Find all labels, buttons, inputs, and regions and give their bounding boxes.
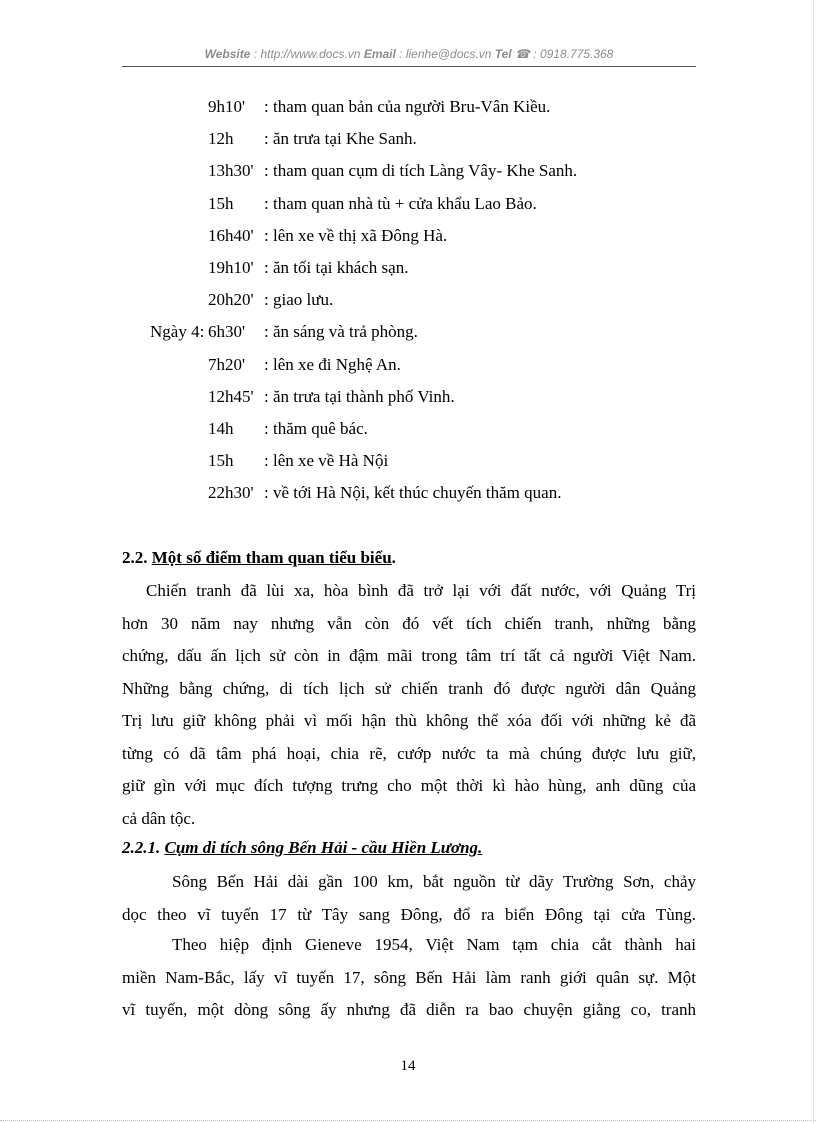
schedule-colon: : — [264, 322, 273, 342]
schedule-row — [150, 129, 417, 149]
page-right-border — [813, 0, 814, 1123]
schedule-activity: ăn trưa tại Khe Sanh. — [272, 129, 417, 149]
schedule-time: 14h — [208, 419, 234, 438]
schedule-time: 20h20' — [208, 290, 254, 310]
schedule-colon: : — [264, 419, 273, 438]
paragraph-line: dọc theo vĩ tuyến 17 từ Tây sang Đông, đổ ra biển Đông tại cửa Tùng. — [122, 904, 696, 924]
paragraph-line: cả dân tộc. — [122, 808, 196, 828]
paragraph-line: từng có dã tâm phá hoại, chia rẽ, cướp nước ta mà chúng được lưu giữ, — [122, 743, 696, 763]
schedule-activity: lên xe về Hà Nội — [272, 451, 389, 471]
schedule-row — [150, 97, 550, 117]
schedule-colon: : — [264, 129, 273, 149]
header-divider — [122, 66, 696, 67]
paragraph-line: Trị lưu giữ không phải vì mối hận thù không thể xóa đối với những kẻ đã — [122, 711, 696, 730]
schedule-time: 22h30' — [208, 483, 254, 503]
schedule-activity: tham quan cụm di tích Làng Vây- Khe Sanh. — [272, 161, 578, 181]
schedule-row — [150, 451, 388, 471]
section-number: 2.2. — [122, 548, 148, 567]
schedule-row — [150, 290, 333, 310]
schedule-time: 12h45' — [208, 386, 254, 406]
schedule-colon: : — [264, 193, 273, 213]
schedule-row — [150, 419, 368, 439]
schedule-time: 16h40' — [208, 225, 254, 245]
email-label: Email — [363, 47, 396, 61]
schedule-colon: : — [264, 386, 273, 406]
schedule-colon: : — [264, 451, 273, 471]
subsection-heading — [122, 838, 482, 858]
section-title: Một số điểm tham quan tiểu biểu — [151, 548, 392, 567]
schedule-row — [150, 226, 447, 246]
website-url: : http://www.docs.vn — [250, 47, 364, 61]
schedule-day: Ngày 4: — [150, 322, 205, 342]
schedule-colon: : — [264, 225, 273, 245]
paragraph-line: miền Nam-Bắc, lấy vĩ tuyến 17, sông Bến Hải làm ranh giới quân sự. Một — [122, 967, 696, 987]
paragraph-line: Chiến tranh đã lùi xa, hòa bình đã trở lại với đất nước, với Quảng Trị — [146, 581, 696, 600]
schedule-time: 13h30' — [208, 161, 254, 181]
schedule-time: 7h20' — [208, 354, 246, 374]
schedule-colon: : — [264, 97, 273, 116]
schedule-activity: giao lưu. — [272, 290, 334, 310]
schedule-colon: : — [264, 258, 273, 277]
schedule-time: 15h — [208, 193, 234, 213]
email-address: : lienhe@docs.vn — [395, 47, 495, 61]
schedule-time: 15h — [208, 451, 234, 471]
schedule-colon: : — [264, 290, 273, 310]
paragraph-line: Sông Bến Hải dài gần 100 km, bắt nguồn từ dãy Trường Sơn, chảy — [172, 872, 696, 891]
schedule-time: 6h30' — [208, 322, 246, 342]
schedule-activity: thăm quê bác. — [272, 419, 368, 438]
schedule-activity: về tới Hà Nội, kết thúc chuyến thăm quan. — [272, 483, 562, 503]
website-label: Website — [204, 47, 251, 61]
schedule-activity: ăn trưa tại thành phố Vinh. — [272, 386, 455, 406]
schedule-activity: ăn sáng và trả phòng. — [272, 322, 418, 342]
schedule-activity: ăn tối tại khách sạn. — [272, 258, 409, 277]
schedule-row — [150, 483, 561, 503]
tel-number: ☎ : 0918.775.368 — [511, 47, 614, 61]
paragraph-line: chứng, dấu ấn lịch sử còn in đậm mãi trong tâm trí tất cả người Việt Nam. — [122, 646, 696, 665]
schedule-time: 9h10' — [208, 97, 246, 116]
paragraph-line: vĩ tuyến, một dòng sông ấy nhưng đã diễn ra bao chuyện giằng co, tranh — [122, 1000, 696, 1019]
page-bottom-border — [0, 1120, 816, 1121]
schedule-activity: lên xe đi Nghệ An. — [272, 354, 401, 374]
page-header — [122, 47, 696, 61]
section-title-dot: . — [391, 548, 396, 567]
schedule-colon: : — [264, 354, 273, 374]
paragraph-line: hơn 30 năm nay nhưng vẫn còn đó vết tích chiến tranh, những bằng — [122, 613, 696, 633]
schedule-colon: : — [264, 483, 273, 503]
schedule-colon: : — [264, 161, 273, 181]
schedule-time: 19h10' — [208, 258, 254, 277]
schedule-row — [150, 387, 455, 407]
paragraph-line: Theo hiệp định Gieneve 1954, Việt Nam tạm chia cắt thành hai — [172, 935, 696, 954]
paragraph-line: Những bằng chứng, di tích lịch sử chiến tranh đó được người dân Quảng — [122, 678, 696, 698]
schedule-row — [150, 258, 408, 278]
schedule-activity: lên xe về thị xã Đông Hà. — [272, 225, 448, 245]
schedule-activity: tham quan bản của người Bru-Vân Kiều. — [272, 97, 551, 116]
section-heading — [122, 548, 396, 568]
page-number: 14 — [400, 1058, 416, 1074]
schedule-row — [150, 194, 537, 214]
schedule-row — [150, 161, 577, 181]
subsection-number: 2.2.1. — [122, 838, 161, 857]
subsection-title: Cụm di tích sông Bến Hải - cầu Hiền Lương. — [164, 838, 483, 857]
schedule-activity: tham quan nhà tù + cửa khẩu Lao Bảo. — [272, 193, 537, 213]
tel-label: Tel — [494, 47, 512, 61]
paragraph-line: giữ gìn với mục đích tượng trưng cho một thời kì hào hùng, anh dũng của — [122, 776, 696, 795]
schedule-row — [150, 322, 418, 342]
schedule-row — [150, 355, 401, 375]
schedule-time: 12h — [208, 129, 234, 149]
